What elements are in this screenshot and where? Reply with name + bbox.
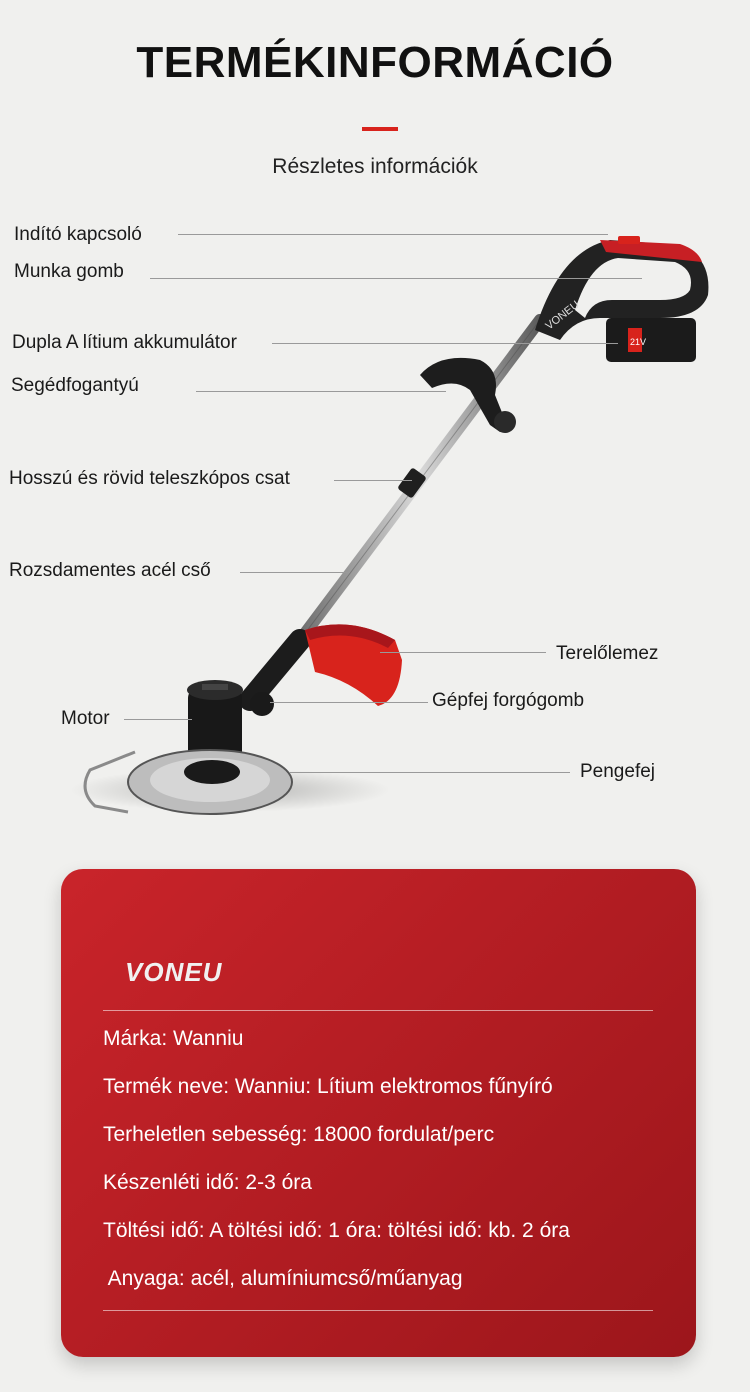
callout-aux-handle: Segédfogantyú: [11, 375, 139, 396]
head-knob-shape: [250, 692, 274, 716]
leader-line: [272, 343, 618, 344]
spec-line-material: Anyaga: acél, alumíniumcső/műanyag: [103, 1267, 463, 1290]
callout-work-button: Munka gomb: [14, 261, 124, 282]
callout-motor: Motor: [61, 708, 110, 729]
battery-shape: [606, 318, 696, 362]
grass-trimmer-image: [0, 200, 750, 840]
leader-line: [270, 702, 428, 703]
leader-line: [150, 278, 642, 279]
leader-line: [380, 652, 546, 653]
spec-line-charging: Töltési idő: A töltési idő: 1 óra: töltési idő: kb. 2 óra: [103, 1219, 570, 1242]
leader-line: [240, 572, 350, 573]
spec-card: [61, 869, 696, 1357]
callout-steel-tube: Rozsdamentes acél cső: [9, 560, 211, 581]
leader-line: [334, 480, 412, 481]
title-accent-bar: [362, 127, 398, 131]
page-title: TERMÉKINFORMÁCIÓ: [136, 38, 614, 87]
leader-line: [290, 772, 570, 773]
svg-text:21V: 21V: [630, 337, 647, 347]
callout-telescopic-clamp: Hosszú és rövid teleszkópos csat: [9, 468, 290, 489]
callout-guard: Terelőlemez: [556, 643, 659, 664]
spec-line-product-name: Termék neve: Wanniu: Lítium elektromos fűnyíró: [103, 1075, 553, 1098]
leader-line: [196, 391, 446, 392]
spec-line-speed: Terheletlen sebesség: 18000 fordulat/perc: [103, 1123, 495, 1146]
callout-head-knob: Gépfej forgógomb: [432, 690, 585, 711]
spec-line-standby: Készenléti idő: 2-3 óra: [103, 1171, 312, 1194]
divider: [103, 1310, 653, 1311]
svg-text:VONEU: VONEU: [543, 298, 582, 333]
callout-blade-head: Pengefej: [580, 761, 656, 782]
divider: [103, 1010, 653, 1011]
leader-line: [124, 719, 192, 720]
leader-line: [178, 234, 608, 235]
spec-line-brand: Márka: Wanniu: [103, 1027, 244, 1050]
brand-logo: VONEU: [125, 957, 223, 987]
callout-battery: Dupla A lítium akkumulátor: [12, 332, 237, 353]
page-subtitle: Részletes információk: [272, 155, 478, 178]
callout-start-switch: Indító kapcsoló: [14, 224, 142, 245]
